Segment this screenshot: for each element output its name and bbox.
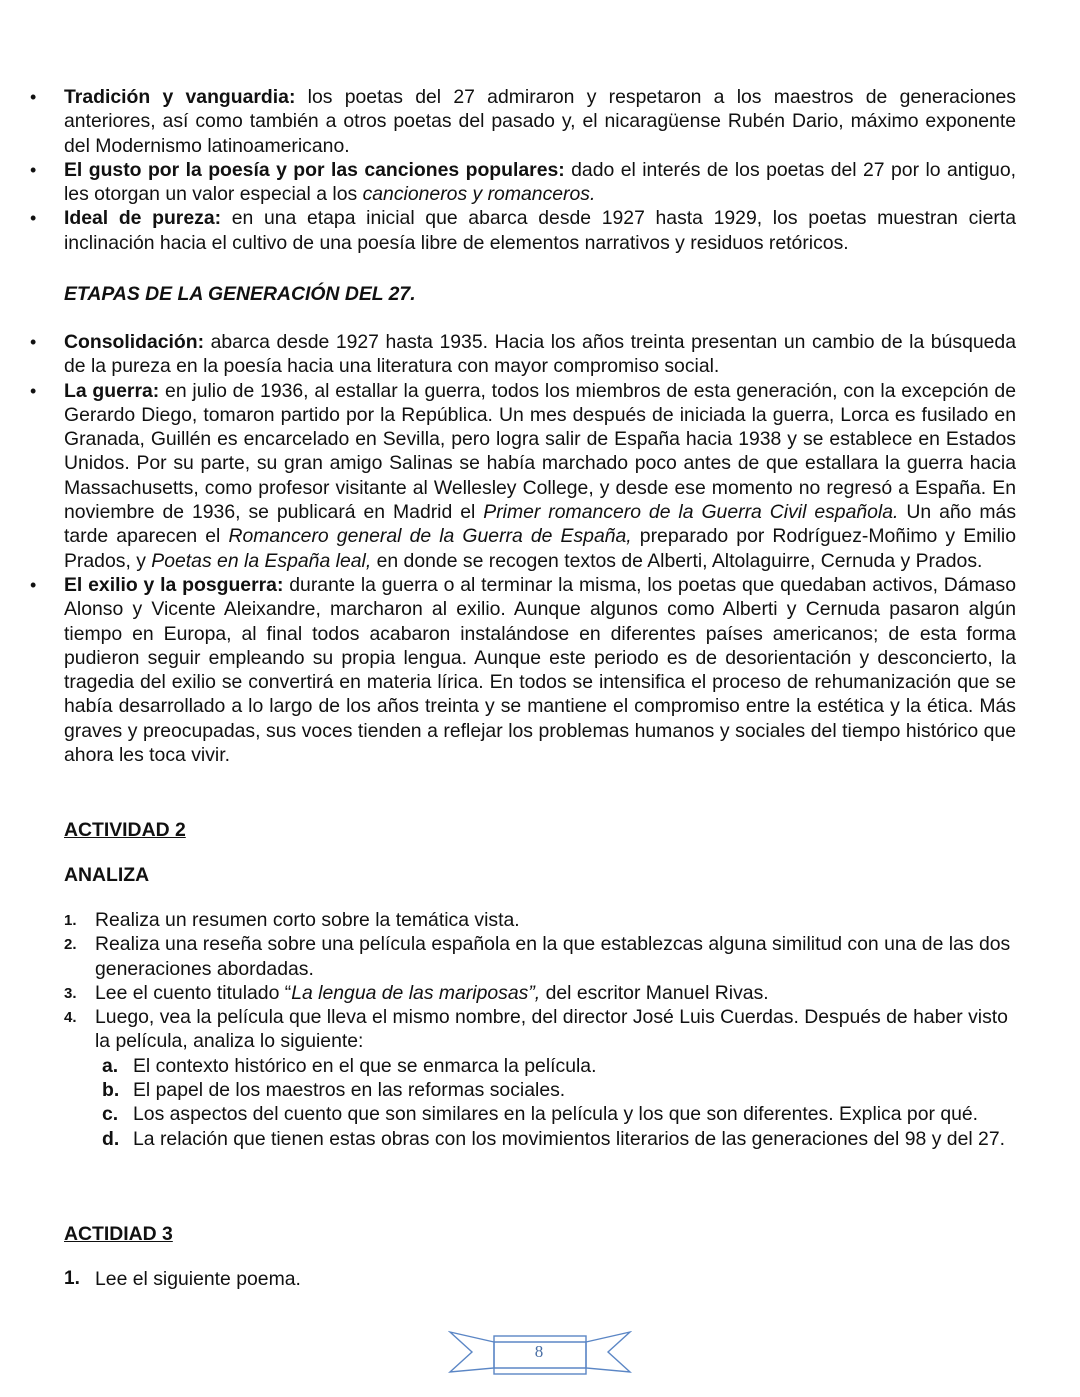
sub-list (95, 1054, 1015, 1151)
list-item-text: Realiza un resumen corto sobre la temática vista. (95, 909, 520, 931)
sub-list-letter: b. (102, 1079, 120, 1102)
bullet-text: durante la guerra o al terminar la misma, los poetas que quedaban activos, Dámaso Alonso y Vicente Aleixandre, marcharon al exilio. Aunque algunos como Alberti y Cernuda pasaron algún tiempo en Europa, al final todos acabaron instalándose en diferentes países americanos; de esta forma pudieron seguir empleando su propia lengua. Aunque este periodo es de desorientación y desconcierto, la tragedia del exilio se convertirá en materia lírica. En todos se intensifica el proceso de rehumanización que se había desarrollado a lo largo de los años treinta y se mantiene el compromiso entre la estética y la ética. Más graves y preocupadas, sus voces tienden a reflejar los problemas humanos y sociales del tiempo histórico que ahora les toca vivir. (64, 573, 1017, 767)
list-item-text: Lee el siguiente poema. (95, 1268, 301, 1290)
analiza-heading: ANALIZA (64, 864, 150, 886)
bullet-text: preparado por Rodríguez-Moñimo y Emilio Prados, y (64, 525, 1016, 572)
list-item-text: Luego, vea la película que lleva el mismo nombre, del director José Luis Cuerdas. Después de haber visto la película, analiza lo siguiente: (95, 1006, 1008, 1053)
sub-list-item (102, 1102, 1015, 1126)
bullet-term: La guerra: (64, 379, 160, 402)
actividad-3-list (64, 1267, 1015, 1291)
bullet-term: Consolidación: (64, 331, 205, 353)
list-number: 4. (64, 1009, 77, 1027)
list-item (64, 1005, 1015, 1151)
features-bullet-list (64, 85, 1016, 255)
list-item (64, 1267, 1015, 1291)
bullet-text: en julio de 1936, al estallar la guerra, todos los miembros de esta generación, con la excepción de Gerardo Diego, tomaron partido por la República. Un mes después de iniciada la guerra, Lorca es fusilado en Granada, Guillén es encarcelado en Sevilla, pero logra salir de España hacia 1938 y se establece en Estados Unidos. Por su parte, su gran amigo Salinas se había marchado poco antes de que estallara la guerra hacia Massachusetts, como profesor visitante al Wellesley College, y desde ese momento no regresó a España. En noviembre de 1936, se publicará en Madrid el (64, 379, 1016, 524)
sub-list-item (102, 1054, 1015, 1078)
sub-list-letter: d. (102, 1127, 120, 1150)
sub-list-text: El papel de los maestros en las reformas sociales. (133, 1079, 566, 1102)
bullet-consolidacion (64, 330, 1016, 379)
list-item-text: Realiza una reseña sobre una película española en la que establezcas alguna similitud con una de las dos generaciones abordadas. (95, 933, 1011, 980)
bullet-gusto-poesia (64, 158, 1016, 207)
list-number: 1. (64, 1268, 80, 1289)
book-title: Romancero general de la Guerra de España, (228, 525, 632, 548)
sub-list-letter: c. (102, 1103, 119, 1126)
story-title: La lengua de las mariposas”, (291, 981, 541, 1004)
bullet-text: los poetas del 27 admiraron y respetaron a los maestros de generaciones anteriores, así como también a otros poetas del pasado y, el nicaragüense Rubén Dario, máximo exponente del Modernismo latinoamericano. (64, 86, 1016, 157)
bullet-ideal-pureza (64, 206, 1016, 255)
bullet-exilio (64, 573, 1016, 767)
sub-list-item (102, 1078, 1015, 1102)
bullet-term: El gusto por la poesía y por las canciones populares: (64, 158, 565, 181)
list-item-text: del escritor Manuel Rivas. (540, 981, 769, 1004)
list-item-text: Lee el cuento titulado “ (95, 981, 292, 1004)
bullet-guerra (64, 379, 1016, 573)
bullet-text: dado el interés de los poetas del 27 por lo antiguo, les otorgan un valor especial a los (64, 158, 1016, 206)
bullet-term: Tradición y vanguardia: (64, 86, 296, 108)
sub-list-item (102, 1127, 1015, 1151)
bullet-text: Un año más tarde aparecen el (64, 501, 1017, 548)
actividad-3-heading: ACTIDIAD 3 (64, 1223, 173, 1245)
list-number: 1. (64, 912, 77, 929)
sub-list-text: Los aspectos del cuento que son similares en la película y los que son diferentes. Explica por qué. (133, 1103, 979, 1126)
bullet-text: abarca desde 1927 hasta 1935. Hacia los años treinta presentan un cambio de la búsqueda de la pureza en la poesía hacia una literatura con mayor compromiso social. (64, 331, 1016, 378)
sub-list-text: El contexto histórico en el que se enmarca la película. (133, 1054, 597, 1077)
book-title: Primer romancero de la Guerra Civil española. (483, 501, 899, 524)
bullet-tradicion (64, 85, 1016, 158)
stages-bullet-list (64, 330, 1016, 767)
bullet-text: en una etapa inicial que abarca desde 1927 hasta 1929, los poetas muestran cierta inclinación hacia el cultivo de una poesía libre de elementos narrativos y residuos retóricos. (64, 207, 1016, 254)
bullet-term: Ideal de pureza: (64, 207, 222, 230)
list-number: 2. (64, 936, 77, 954)
list-item (64, 932, 1015, 981)
book-title: Poetas en la España leal, (151, 549, 372, 572)
bullet-italic-text: cancioneros y romanceros. (362, 183, 596, 206)
analiza-numbered-list (64, 908, 1015, 1151)
list-number: 3. (64, 984, 77, 1002)
sub-list-text: La relación que tienen estas obras con los movimientos literarios de las generaciones del 98 y del 27. (133, 1127, 1006, 1150)
list-item (64, 981, 1015, 1005)
list-item (64, 908, 1015, 932)
sub-list-letter: a. (102, 1054, 119, 1077)
bullet-text: en donde se recogen textos de Alberti, Altolaguirre, Cernuda y Prados. (371, 549, 983, 572)
bullet-term: El exilio y la posguerra: (64, 573, 284, 596)
page-number: 8 (534, 1342, 544, 1361)
actividad-2-heading: ACTIVIDAD 2 (64, 819, 186, 841)
etapas-heading: ETAPAS DE LA GENERACIÓN DEL 27. (64, 283, 416, 305)
